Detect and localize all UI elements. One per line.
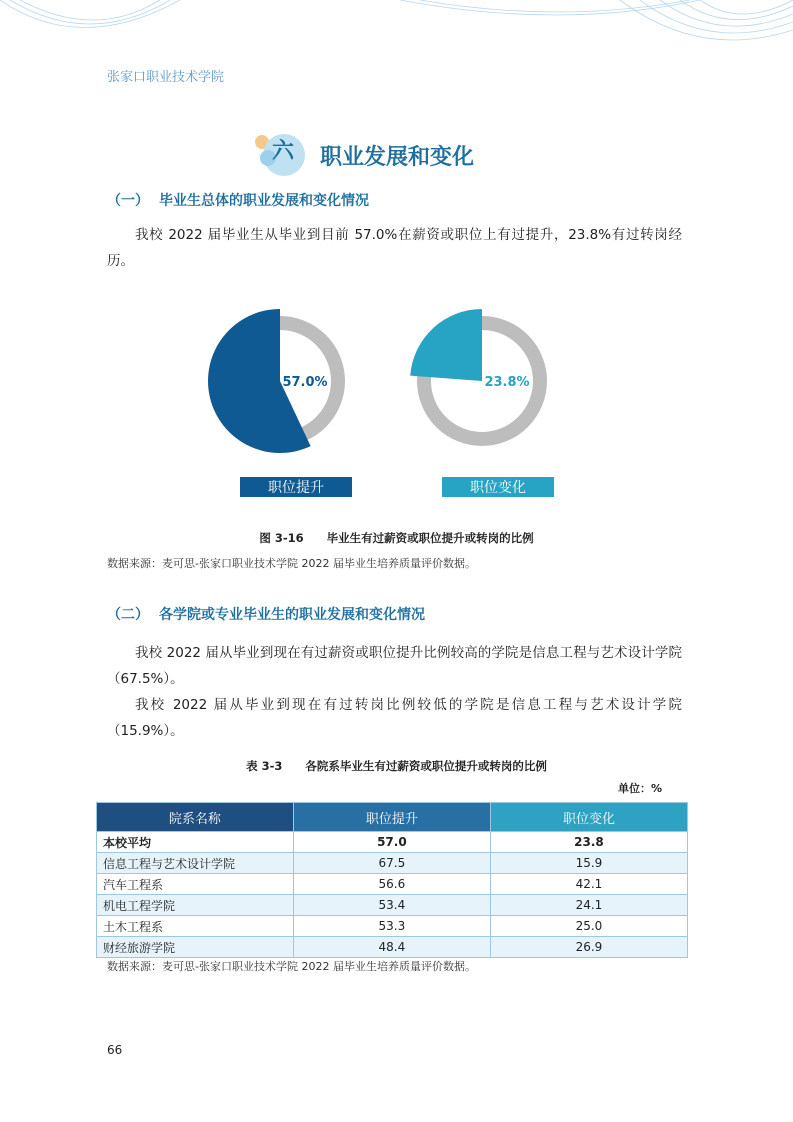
section-number: 六	[272, 139, 295, 164]
table-row	[97, 853, 688, 874]
cell-promotion: 53.3	[293, 916, 490, 937]
subheading-2-number: （二）	[107, 607, 149, 623]
table-unit: 单位：%	[618, 782, 663, 795]
pie-value-label: 23.8%	[484, 375, 530, 390]
cell-change: 24.1	[490, 895, 687, 916]
subheading-2	[107, 604, 425, 624]
table-row	[97, 937, 688, 958]
cell-college: 财经旅游学院	[97, 937, 294, 958]
cell-college: 机电工程学院	[97, 895, 294, 916]
table-source: 数据来源：麦可思-张家口职业技术学院 2022 届毕业生培养质量评价数据。	[107, 960, 476, 973]
subheading-1-number: （一）	[107, 193, 149, 209]
cell-promotion: 67.5	[293, 853, 490, 874]
subheading-2-title: 各学院或专业毕业生的职业发展和变化情况	[159, 607, 425, 623]
pie-charts	[200, 300, 580, 515]
table-header-row	[97, 803, 688, 832]
cell-college: 汽车工程系	[97, 874, 294, 895]
pie-value-label: 57.0%	[282, 375, 328, 390]
cell-promotion: 53.4	[293, 895, 490, 916]
page-number: 66	[107, 1043, 123, 1057]
table-row	[97, 895, 688, 916]
figure-source: 数据来源：麦可思-张家口职业技术学院 2022 届毕业生培养质量评价数据。	[107, 557, 476, 570]
legend-label: 职位提升	[268, 480, 324, 496]
table-row	[97, 916, 688, 937]
header-college: 院系名称	[97, 803, 294, 832]
table-row	[97, 832, 688, 853]
paragraph-1: 我校 2022 届毕业生从毕业到目前 57.0%在薪资或职位上有过提升，23.8%有过转岗经历。	[107, 227, 682, 269]
cell-change: 42.1	[490, 874, 687, 895]
running-header: 张家口职业技术学院	[107, 70, 225, 85]
header-change: 职位变化	[490, 803, 687, 832]
college-table	[96, 802, 688, 958]
cell-promotion: 48.4	[293, 937, 490, 958]
header-promotion: 职位提升	[293, 803, 490, 832]
pie-slice	[410, 309, 482, 381]
paragraph-3: 我校 2022 届从毕业到现在有过转岗比例较低的学院是信息工程与艺术设计学院（15.9%）。	[107, 697, 682, 739]
subheading-1-title: 毕业生总体的职业发展和变化情况	[159, 193, 369, 209]
section-heading	[250, 128, 490, 184]
cell-promotion: 57.0	[293, 832, 490, 853]
legend-label: 职位变化	[470, 480, 526, 496]
cell-change: 15.9	[490, 853, 687, 874]
section-title: 职业发展和变化	[320, 145, 475, 170]
cell-change: 25.0	[490, 916, 687, 937]
cell-promotion: 56.6	[293, 874, 490, 895]
cell-college: 土木工程系	[97, 916, 294, 937]
subheading-1	[107, 190, 369, 210]
cell-college: 信息工程与艺术设计学院	[97, 853, 294, 874]
cell-change: 23.8	[490, 832, 687, 853]
table-row	[97, 874, 688, 895]
figure-caption: 图 3-16 毕业生有过薪资或职位提升或转岗的比例	[259, 531, 534, 545]
cell-college: 本校平均	[97, 832, 294, 853]
paragraph-2: 我校 2022 届从毕业到现在有过薪资或职位提升比例较高的学院是信息工程与艺术设计学院（67.5%）。	[107, 645, 682, 687]
table-caption: 表 3-3 各院系毕业生有过薪资或职位提升或转岗的比例	[246, 759, 547, 773]
cell-change: 26.9	[490, 937, 687, 958]
